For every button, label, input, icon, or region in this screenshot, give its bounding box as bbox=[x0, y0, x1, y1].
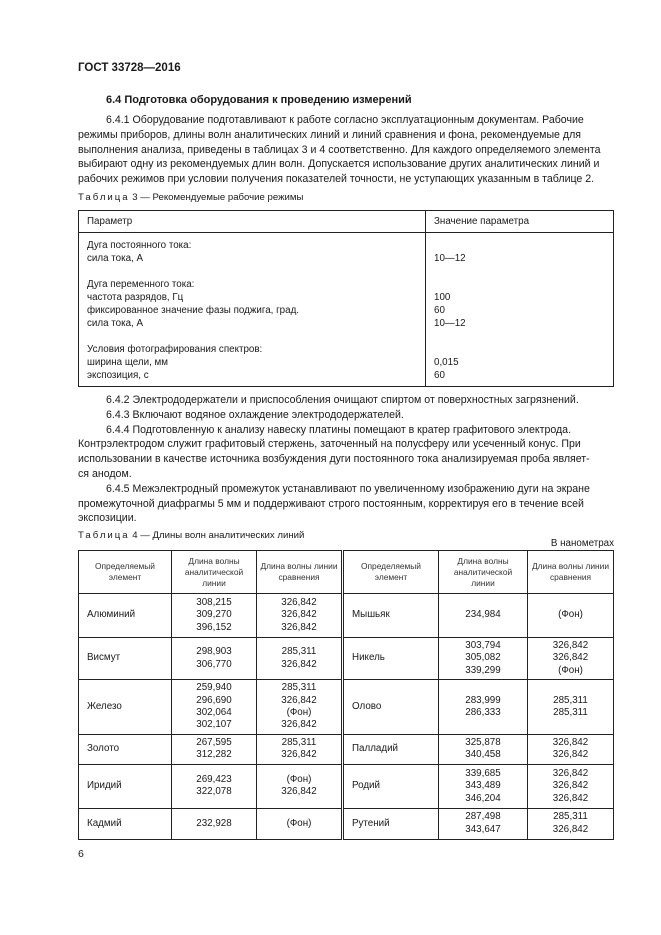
text-line: промежуточной диафрагмы 5 мм и поддерживают строго постоянным, корректируя его в течение всей bbox=[78, 497, 584, 510]
analytical-wavelength-cell: 234,984 bbox=[439, 594, 528, 638]
value-line bbox=[434, 239, 605, 252]
value-line bbox=[434, 330, 605, 343]
values-column bbox=[426, 233, 614, 387]
table-row bbox=[79, 638, 614, 680]
comparison-wavelength-cell: 326,842 326,842 bbox=[528, 734, 614, 764]
paragraph-6-4-1 bbox=[78, 113, 614, 187]
table4-caption bbox=[78, 530, 304, 541]
parameter-line: частота разрядов, Гц bbox=[87, 292, 184, 303]
element-cell: Рутений bbox=[343, 808, 439, 839]
analytical-wavelength-cell: 339,685 343,489 346,204 bbox=[439, 764, 528, 808]
parameter-line: Условия фотографирования спектров: bbox=[87, 344, 263, 355]
caption-text: 3 — Рекомендуемые рабочие режимы bbox=[132, 192, 304, 203]
comparison-wavelength-cell: 285,311 326,842 bbox=[257, 638, 343, 680]
header-cell: Значение параметра bbox=[426, 211, 614, 233]
element-cell: Никель bbox=[343, 638, 439, 680]
parameter-line bbox=[87, 265, 417, 278]
element-cell: Палладий bbox=[343, 734, 439, 764]
analytical-wavelength-cell: 283,999 286,333 bbox=[439, 680, 528, 735]
caption-label: Таблица bbox=[78, 192, 130, 203]
page-number: 6 bbox=[78, 848, 84, 860]
comparison-wavelength-cell: (Фон) bbox=[257, 808, 343, 839]
table-row bbox=[79, 680, 614, 735]
value-line: 60 bbox=[434, 370, 445, 381]
comparison-wavelength-cell: 326,842 326,842 326,842 bbox=[257, 594, 343, 638]
value-line bbox=[434, 343, 605, 356]
comparison-wavelength-cell: (Фон) bbox=[528, 594, 614, 638]
value-line bbox=[434, 278, 605, 291]
element-cell: Кадмий bbox=[79, 808, 172, 839]
table-4-wavelengths bbox=[78, 550, 614, 840]
table-row bbox=[79, 594, 614, 638]
analytical-wavelength-cell: 232,928 bbox=[172, 808, 257, 839]
parameters-column bbox=[79, 233, 426, 387]
text-line: ся анодом. bbox=[78, 467, 132, 480]
parameter-line: Дуга постоянного тока: bbox=[87, 240, 192, 251]
value-line: 10—12 bbox=[434, 318, 466, 329]
value-line: 60 bbox=[434, 305, 445, 316]
comparison-wavelength-cell: 285,311 285,311 bbox=[528, 680, 614, 735]
paragraph-6-4-3: 6.4.3 Включают водяное охлаждение электрододержателей. bbox=[106, 408, 404, 421]
comparison-wavelength-cell: 285,311 326,842 bbox=[528, 808, 614, 839]
header-cell: Длина волны линии сравнения bbox=[528, 551, 614, 594]
table-row bbox=[79, 808, 614, 839]
analytical-wavelength-cell: 259,940 296,690 302,064 302,107 bbox=[172, 680, 257, 735]
caption-text: 4 — Длины волн аналитических линий bbox=[132, 530, 305, 541]
header-cell: Определяемый элемент bbox=[343, 551, 439, 594]
text-line: выбирают одну из рекомендуемых длин волн. Допускается использование других аналитических линий и bbox=[78, 158, 600, 171]
analytical-wavelength-cell: 269,423 322,078 bbox=[172, 764, 257, 808]
table-row bbox=[79, 764, 614, 808]
value-line: 0,015 bbox=[434, 357, 459, 368]
comparison-wavelength-cell: 326,842 326,842 (Фон) bbox=[528, 638, 614, 680]
element-cell: Алюминий bbox=[79, 594, 172, 638]
comparison-wavelength-cell: 326,842 326,842 326,842 bbox=[528, 764, 614, 808]
comparison-wavelength-cell: 285,311 326,842 bbox=[257, 734, 343, 764]
value-line bbox=[434, 265, 605, 278]
caption-label: Таблица bbox=[78, 530, 130, 541]
table-row bbox=[79, 734, 614, 764]
parameter-line: сила тока, А bbox=[87, 318, 144, 329]
element-cell: Мышьяк bbox=[343, 594, 439, 638]
value-line: 100 bbox=[434, 292, 451, 303]
parameter-line: экспозиция, с bbox=[87, 370, 149, 381]
comparison-wavelength-cell: 285,311 326,842 (Фон) 326,842 bbox=[257, 680, 343, 735]
analytical-wavelength-cell: 303,794 305,082 339,299 bbox=[439, 638, 528, 680]
header-cell: Параметр bbox=[79, 211, 426, 233]
parameter-line bbox=[87, 330, 417, 343]
document-header: ГОСТ 33728—2016 bbox=[78, 62, 181, 74]
comparison-wavelength-cell: (Фон) 326,842 bbox=[257, 764, 343, 808]
element-cell: Золото bbox=[79, 734, 172, 764]
text-line: использовании в качестве источника возбуждения дуги постоянного тока анализируемая проба являет- bbox=[78, 453, 590, 466]
value-line: 10—12 bbox=[434, 253, 466, 264]
element-cell: Олово bbox=[343, 680, 439, 735]
element-cell: Висмут bbox=[79, 638, 172, 680]
text-line: выполнения анализа, приведены в таблицах 3 и 4 соответственно. Для каждого определяемого элемента bbox=[78, 143, 601, 156]
header-cell: Длина волны аналитической линии bbox=[439, 551, 528, 594]
element-cell: Родий bbox=[343, 764, 439, 808]
text-line: рабочих режимов при условии получения показателей точности, не уступающих указанным в таблице 2. bbox=[78, 173, 595, 186]
text-line: 6.4.4 Подготовленную к анализу навеску платины помещают в кратер графитового электрода. bbox=[106, 423, 572, 436]
analytical-wavelength-cell: 267,595 312,282 bbox=[172, 734, 257, 764]
header-cell: Определяемый элемент bbox=[79, 551, 172, 594]
element-cell: Иридий bbox=[79, 764, 172, 808]
analytical-wavelength-cell: 308,215 309,270 396,152 bbox=[172, 594, 257, 638]
analytical-wavelength-cell: 287,498 343,647 bbox=[439, 808, 528, 839]
parameter-line: Дуга переменного тока: bbox=[87, 279, 195, 290]
units-note: В нанометрах bbox=[550, 538, 614, 549]
section-title: 6.4 Подготовка оборудования к проведению измерений bbox=[106, 94, 412, 106]
text-line: 6.4.1 Оборудование подготавливают к работе согласно эксплуатационным документам. Рабочие bbox=[106, 114, 584, 126]
parameter-line: фиксированное значение фазы поджига, град. bbox=[87, 305, 300, 316]
table3-caption bbox=[78, 192, 303, 203]
header-cell: Длина волны линии сравнения bbox=[257, 551, 343, 594]
text-line: Контрэлектродом служит графитовый стержень, заточенный на полусферу или усеченный конус. При bbox=[78, 438, 581, 451]
text-line: экспозиции. bbox=[78, 512, 137, 525]
element-cell: Железо bbox=[79, 680, 172, 735]
text-line: режимы приборов, длины волн аналитических линий и линий сравнения и фона, рекомендуемые для bbox=[78, 128, 581, 141]
parameter-line: ширина щели, мм bbox=[87, 357, 169, 368]
table-3-working-modes bbox=[78, 210, 614, 387]
paragraph-6-4-2: 6.4.2 Электрододержатели и приспособления очищают спиртом от поверхностных загрязнений. bbox=[106, 394, 579, 406]
text-line: 6.4.5 Межэлектродный промежуток устанавливают по увеличенному изображению дуги на экране bbox=[106, 482, 590, 495]
parameter-line: сила тока, А bbox=[87, 253, 144, 264]
paragraphs-6-4-2-to-6-4-5 bbox=[78, 393, 614, 526]
analytical-wavelength-cell: 298,903 306,770 bbox=[172, 638, 257, 680]
header-cell: Длина волны аналитической линии bbox=[172, 551, 257, 594]
analytical-wavelength-cell: 325,878 340,458 bbox=[439, 734, 528, 764]
